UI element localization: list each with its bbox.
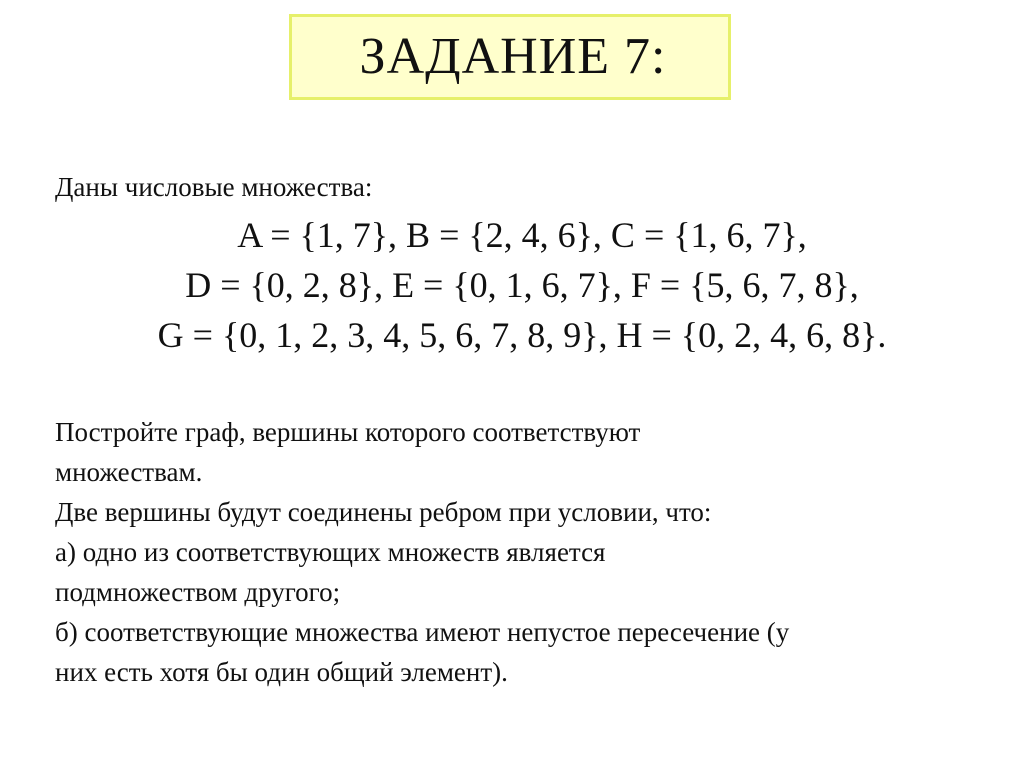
task-line-6: б) соответствующие множества имеют непустое пересечение (у: [55, 617, 790, 647]
title-box: [289, 14, 731, 100]
slide-title: ЗАДАНИЕ 7:: [359, 28, 667, 85]
sets-line-3: G = {0, 1, 2, 3, 4, 5, 6, 7, 8, 9}, H = {0, 2, 4, 6, 8}.: [157, 315, 887, 355]
task-line-2: множествам.: [55, 457, 203, 487]
task-line-4: а) одно из соответствующих множеств является: [55, 537, 606, 567]
task-line-3: Две вершины будут соединены ребром при условии, что:: [55, 497, 712, 527]
intro-text: Даны числовые множества:: [55, 172, 373, 202]
task-line-1: Постройте граф, вершины которого соответствуют: [55, 417, 641, 447]
sets-line-1: A = {1, 7}, B = {2, 4, 6}, C = {1, 6, 7},: [237, 215, 807, 255]
task-line-5: подмножеством другого;: [55, 577, 341, 607]
task-description: [55, 412, 995, 692]
sets-line-2: D = {0, 2, 8}, E = {0, 1, 6, 7}, F = {5, 6, 7, 8},: [185, 265, 859, 305]
task-line-7: них есть хотя бы один общий элемент).: [55, 657, 508, 687]
